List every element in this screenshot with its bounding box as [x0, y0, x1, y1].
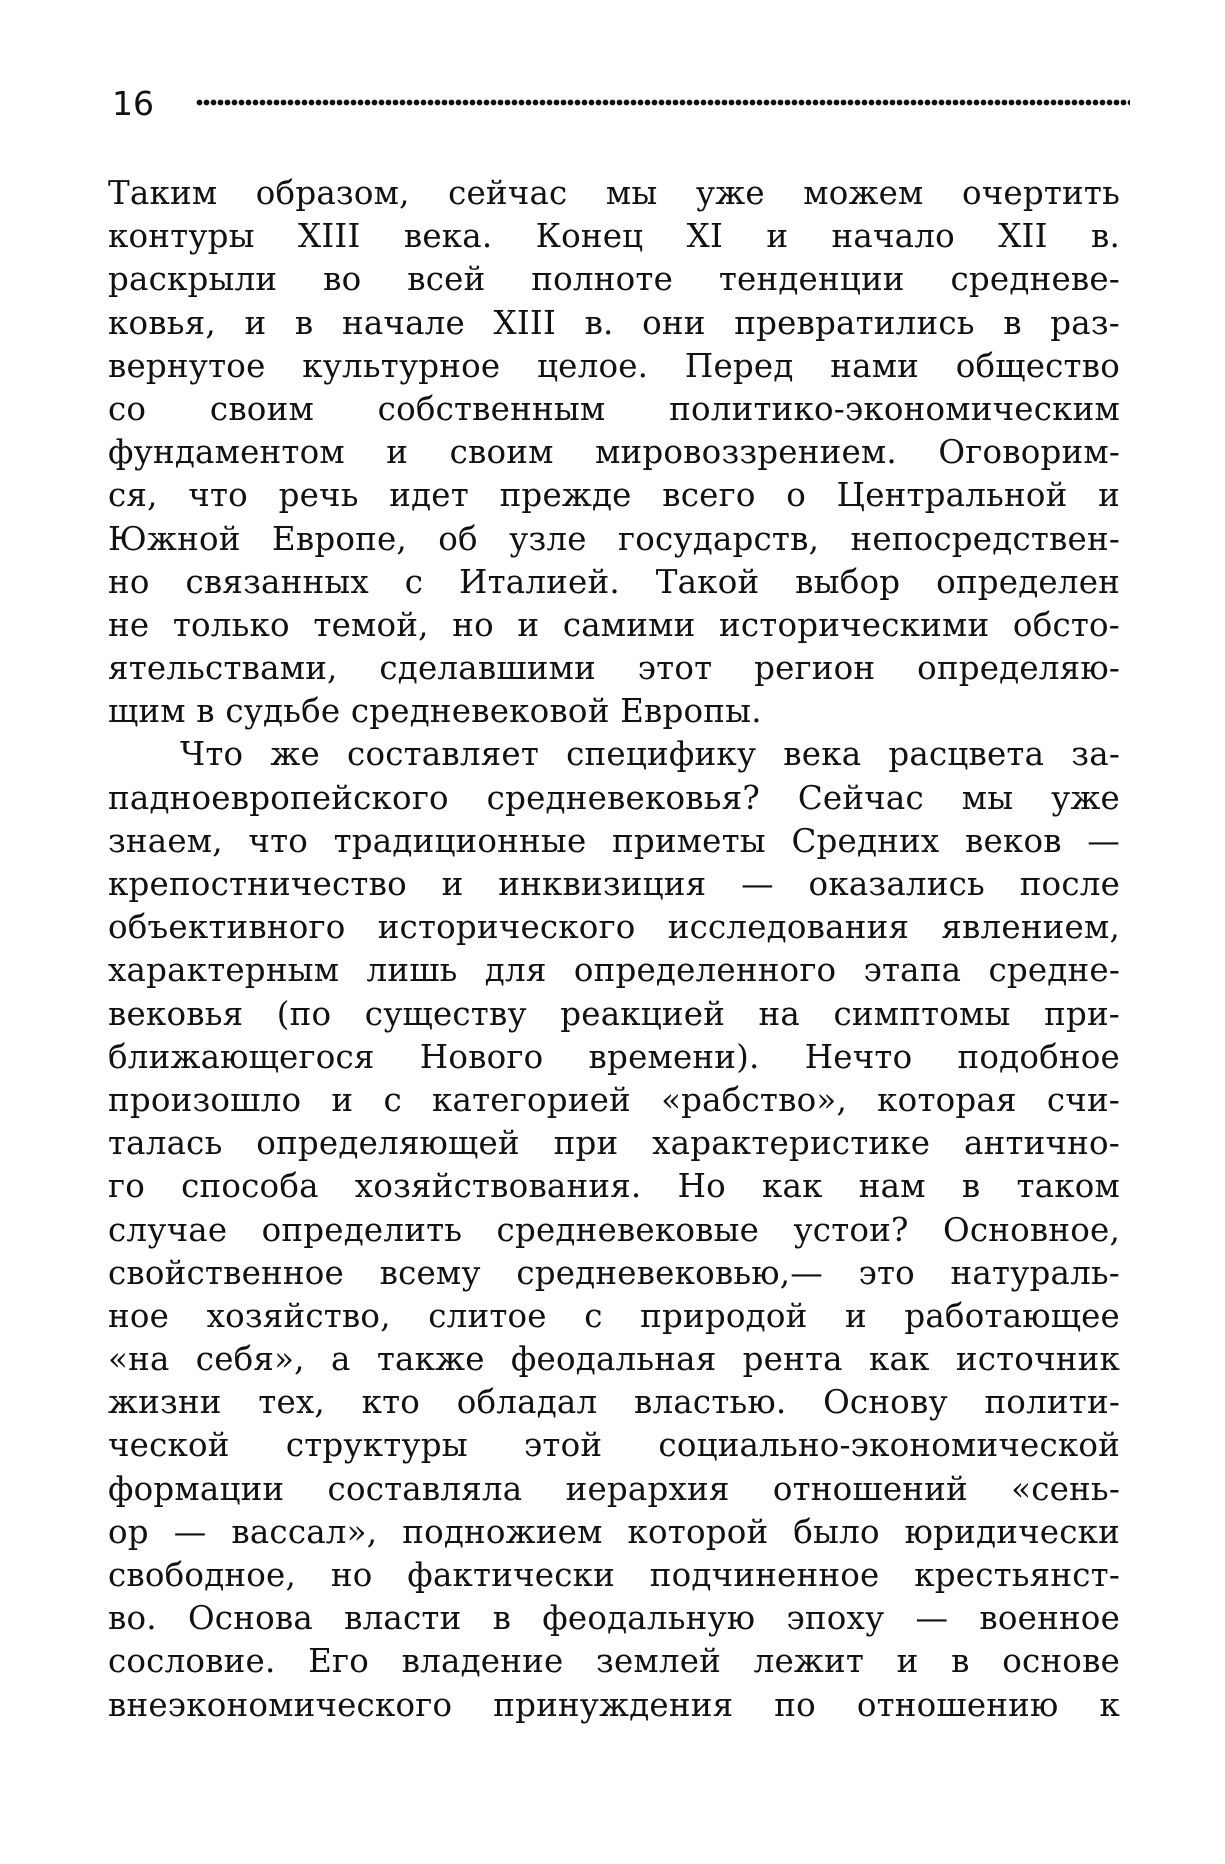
text-line: ковья, и в начале XIII в. они превратились в раз-: [108, 303, 1120, 342]
page-header: [100, 82, 1130, 126]
text-line: свободное, но фактически подчиненное крестьянст-: [108, 1556, 1120, 1594]
text-line: ближающегося Нового времени). Нечто подобное: [108, 1037, 1120, 1076]
text-line: ор — вассал», подножием которой было юридически: [108, 1512, 1120, 1551]
paragraph-2: [108, 733, 1120, 1726]
page-number: 16: [112, 84, 154, 123]
text-line: раскрыли во всей полноте тенденции средневе-: [108, 260, 1120, 299]
text-line: но связанных с Италией. Такой выбор определен: [108, 562, 1120, 601]
text-line: внеэкономического принуждения по отношению к: [108, 1685, 1120, 1724]
text-line: щим в судьбе средневековой Европы.: [108, 692, 762, 731]
dotted-ornament-rule: [196, 98, 1130, 107]
text-line: «на себя», а также феодальная рента как источник: [108, 1340, 1120, 1379]
text-line: падноевропейского средневековья? Сейчас мы уже: [108, 778, 1120, 817]
text-line: формации составляла иерархия отношений «сень-: [108, 1469, 1120, 1508]
text-line: во. Основа власти в феодальную эпоху — военное: [108, 1599, 1120, 1638]
paragraph-1: [108, 172, 1120, 733]
text-line: ное хозяйство, слитое с природой и работающее: [108, 1296, 1120, 1335]
text-line: произошло и с категорией «рабство», которая счи-: [108, 1080, 1120, 1119]
text-line: фундаментом и своим мировоззрением. Оговорим-: [108, 433, 1120, 472]
text-line: сословие. Его владение землей лежит и в основе: [108, 1642, 1120, 1681]
text-line: вернутое культурное целое. Перед нами общество: [108, 346, 1120, 385]
body-text: [108, 172, 1120, 1727]
text-line: объективного исторического исследования явлением,: [108, 908, 1120, 947]
text-line: не только темой, но и самими историческими обсто-: [108, 605, 1120, 644]
text-line: ческой структуры этой социально-экономической: [108, 1426, 1120, 1465]
text-line: крепостничество и инквизиция — оказались после: [108, 865, 1120, 903]
text-line: вековья (по существу реакцией на симптомы при-: [108, 994, 1120, 1033]
text-line: Таким образом, сейчас мы уже можем очертить: [108, 174, 1120, 212]
text-line: Что же составляет специфику века расцвета за-: [180, 735, 1120, 774]
text-line: случае определить средневековые устои? Основное,: [108, 1210, 1120, 1249]
text-line: Южной Европе, об узле государств, непосредствен-: [108, 519, 1120, 558]
text-line: свойственное всему средневековью,— это натураль-: [108, 1253, 1120, 1292]
text-line: го способа хозяйствования. Но как нам в таком: [108, 1167, 1120, 1206]
text-line: ся, что речь идет прежде всего о Центральной и: [108, 476, 1120, 515]
text-line: ятельствами, сделавшими этот регион определяю-: [108, 649, 1120, 688]
text-line: контуры XIII века. Конец XI и начало XII в.: [108, 217, 1120, 256]
text-line: со своим собственным политико-экономическим: [108, 389, 1120, 428]
text-line: знаем, что традиционные приметы Средних веков —: [108, 821, 1120, 860]
text-line: характерным лишь для определенного этапа средне-: [108, 951, 1120, 990]
text-line: жизни тех, кто обладал властью. Основу полити-: [108, 1383, 1120, 1422]
text-line: талась определяющей при характеристике антично-: [108, 1124, 1120, 1163]
